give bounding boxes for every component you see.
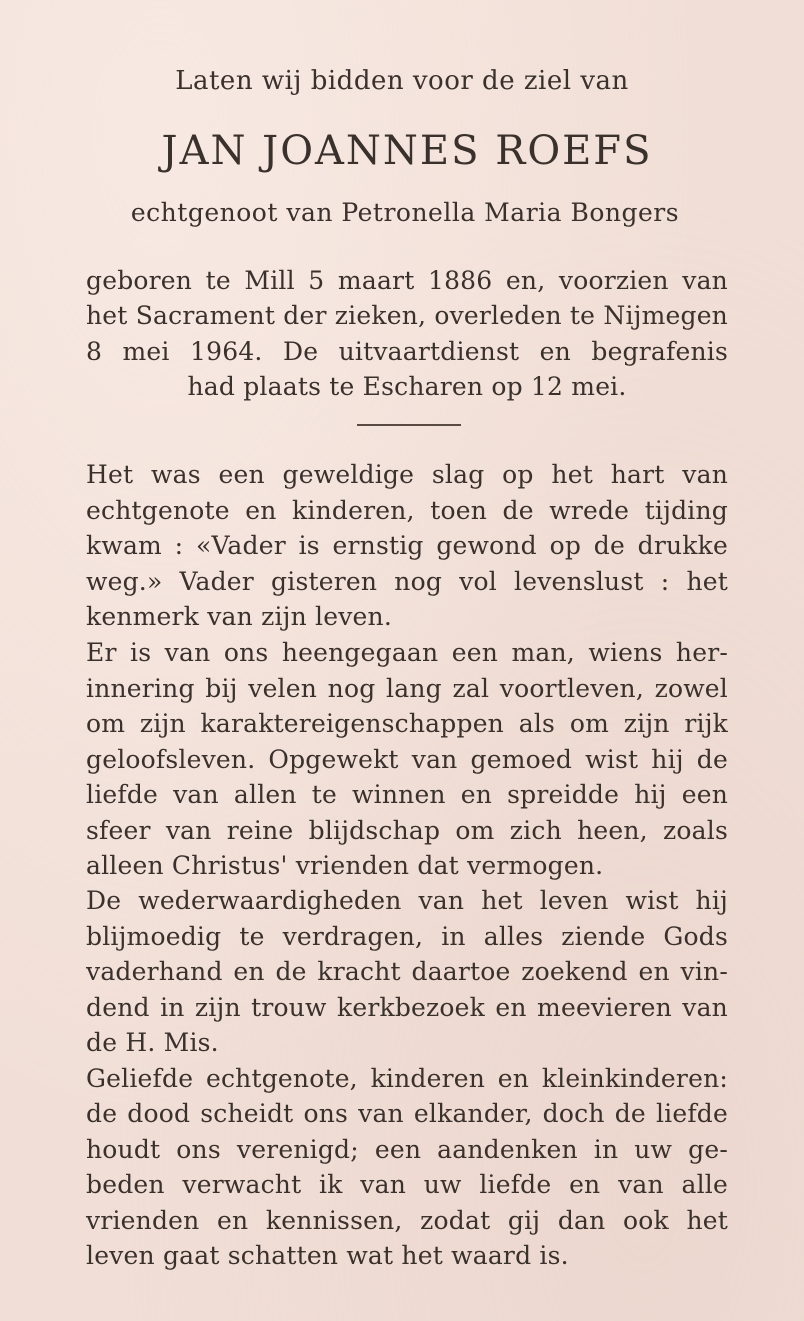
bio-line: geboren te Mill 5 maart 1886 en, voorzien van: [86, 266, 728, 295]
text-line: om zijn karaktereigenschappen als om zijn rijk: [86, 709, 728, 738]
bio-line: 8 mei 1964. De uitvaartdienst en begrafenis: [86, 337, 728, 366]
text-line: Het was een geweldige slag op het hart van: [86, 460, 728, 489]
text-line: kwam : «Vader is ernstig gewond op de drukke: [86, 531, 728, 560]
text-line: weg.» Vader gisteren nog vol levenslust : het: [86, 567, 728, 596]
text-line: Er is van ons heengegaan een man, wiens her-: [86, 638, 728, 667]
bio-line: het Sacrament der zieken, overleden te Nijmegen: [86, 301, 728, 330]
text-line: vaderhand en de kracht daartoe zoekend en vin-: [86, 957, 728, 986]
text-line: De wederwaardigheden van het leven wist hij: [86, 886, 728, 915]
text-line: de H. Mis.: [86, 1028, 219, 1057]
text-line: sfeer van reine blijdschap om zich heen, zoals: [86, 816, 728, 845]
bio-line: had plaats te Escharen op 12 mei.: [187, 372, 627, 401]
text-line: leven gaat schatten wat het waard is.: [86, 1241, 569, 1270]
text-line: alleen Christus' vrienden dat vermogen.: [86, 851, 604, 880]
deceased-name: JAN JOANNES ROEFS: [161, 128, 653, 174]
text-line: beden verwacht ik van uw liefde en van alle: [86, 1170, 728, 1199]
text-line: Geliefde echtgenote, kinderen en kleinkinderen:: [86, 1064, 728, 1093]
text-line: echtgenote en kinderen, toen de wrede tijding: [86, 496, 728, 525]
prayer-heading: Laten wij bidden voor de ziel van: [175, 66, 629, 96]
text-line: innering bij velen nog lang zal voortleven, zowel: [86, 674, 728, 703]
text-line: kenmerk van zijn leven.: [86, 602, 392, 631]
text-line: dend in zijn trouw kerkbezoek en meevieren van: [86, 993, 728, 1022]
text-line: liefde van allen te winnen en spreidde hij een: [86, 780, 728, 809]
text-line: geloofsleven. Opgewekt van gemoed wist hij de: [86, 745, 728, 774]
spouse-line: echtgenoot van Petronella Maria Bongers: [130, 198, 680, 227]
text-line: de dood scheidt ons van elkander, doch de liefde: [86, 1099, 728, 1128]
divider-rule: [357, 424, 461, 426]
text-line: blijmoedig te verdragen, in alles ziende Gods: [86, 922, 728, 951]
text-line: houdt ons verenigd; een aandenken in uw ge-: [86, 1135, 728, 1164]
text-line: vrienden en kennissen, zodat gij dan ook het: [86, 1206, 728, 1235]
